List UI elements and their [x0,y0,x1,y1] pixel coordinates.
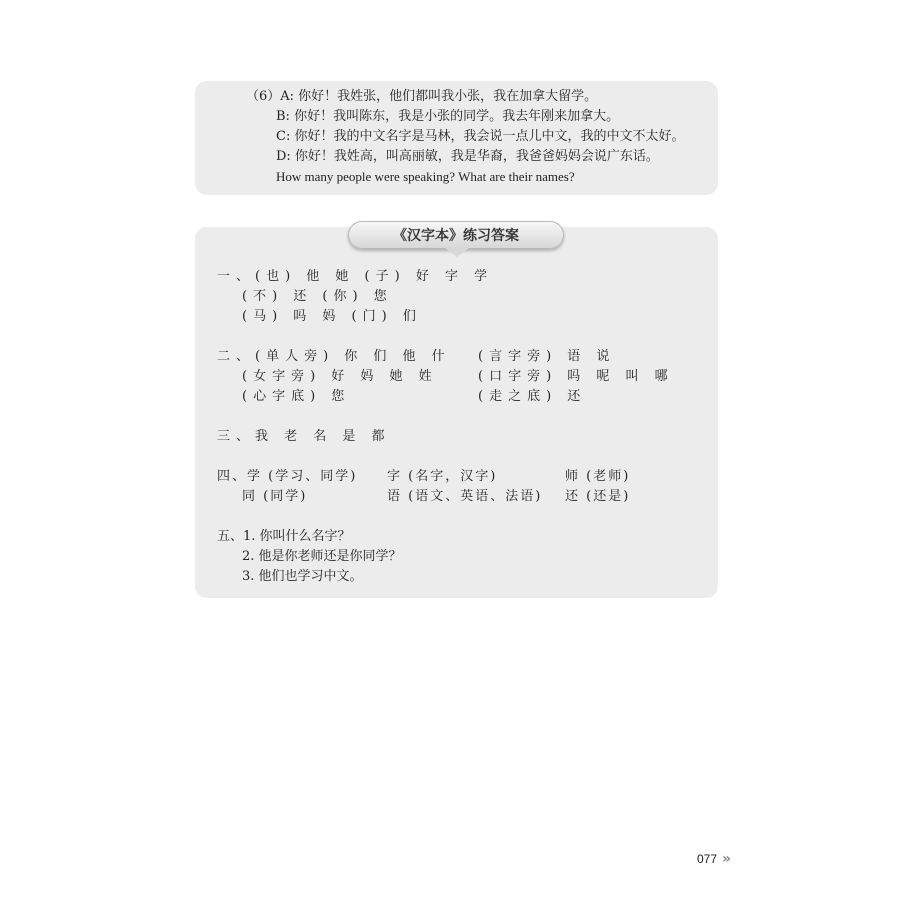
answers-title: 《汉字本》练习答案 [348,221,564,249]
answer-4-row-1b: 字 (名字，汉字) [387,469,498,484]
answer-4-row-2c: 还 (还是) [565,489,631,504]
dialogue-line-c: C: 你好！我的中文名字是马林，我会说一点儿中文，我的中文不太好。 [276,129,685,144]
answer-5-row-2: 2. 他是你老师还是你同学？ [242,549,402,564]
dialogue-line-b: B: 你好！我叫陈东，我是小张的同学。我去年刚来加拿大。 [276,109,620,124]
answer-4-row-2a: 同 (同学) [242,489,308,504]
answer-1-row-3: (马) 吗 妈 (门) 们 [242,309,422,324]
dialogue-question: How many people were speaking? What are their names? [276,169,575,184]
answer-2-row-2a: (女字旁) 好 妈 她 姓 [242,369,438,384]
exercise-number: （6） [246,89,281,104]
answer-2-row-1b: (言字旁) 语 说 [478,349,616,364]
answer-1-row-1: 一、(也) 他 她 (子) 好 字 学 [217,269,494,284]
answer-4-row-1c: 师 (老师) [565,469,631,484]
answer-4-row-2b: 语 (语文、英语、法语) [387,489,543,504]
answer-4-row-1a: 四、学 (学习、同学) [217,469,358,484]
answer-1-row-2: (不) 还 (你) 您 [242,289,393,304]
answer-2-row-1a: 二、(单人旁) 你 们 他 什 [217,349,451,364]
answer-5-row-3: 3. 他们也学习中文。 [242,569,363,584]
answer-2-row-3b: (走之底) 还 [478,389,587,404]
answer-5-row-1: 五、1. 你叫什么名字？ [217,529,351,544]
double-chevron-right-icon: » [722,851,729,867]
page-number: 077 [697,852,718,866]
dialogue-line-d: D: 你好！我姓高，叫高丽敏，我是华裔，我爸爸妈妈会说广东话。 [276,149,659,164]
answer-3-row: 三、我 老 名 是 都 [217,429,391,444]
answer-2-row-3a: (心字底) 您 [242,389,351,404]
dialogue-line-a: （6）A: 你好！我姓张，他们都叫我小张，我在加拿大留学。 [246,87,597,107]
answer-2-row-2b: (口字旁) 吗 呢 叫 哪 [478,369,674,384]
